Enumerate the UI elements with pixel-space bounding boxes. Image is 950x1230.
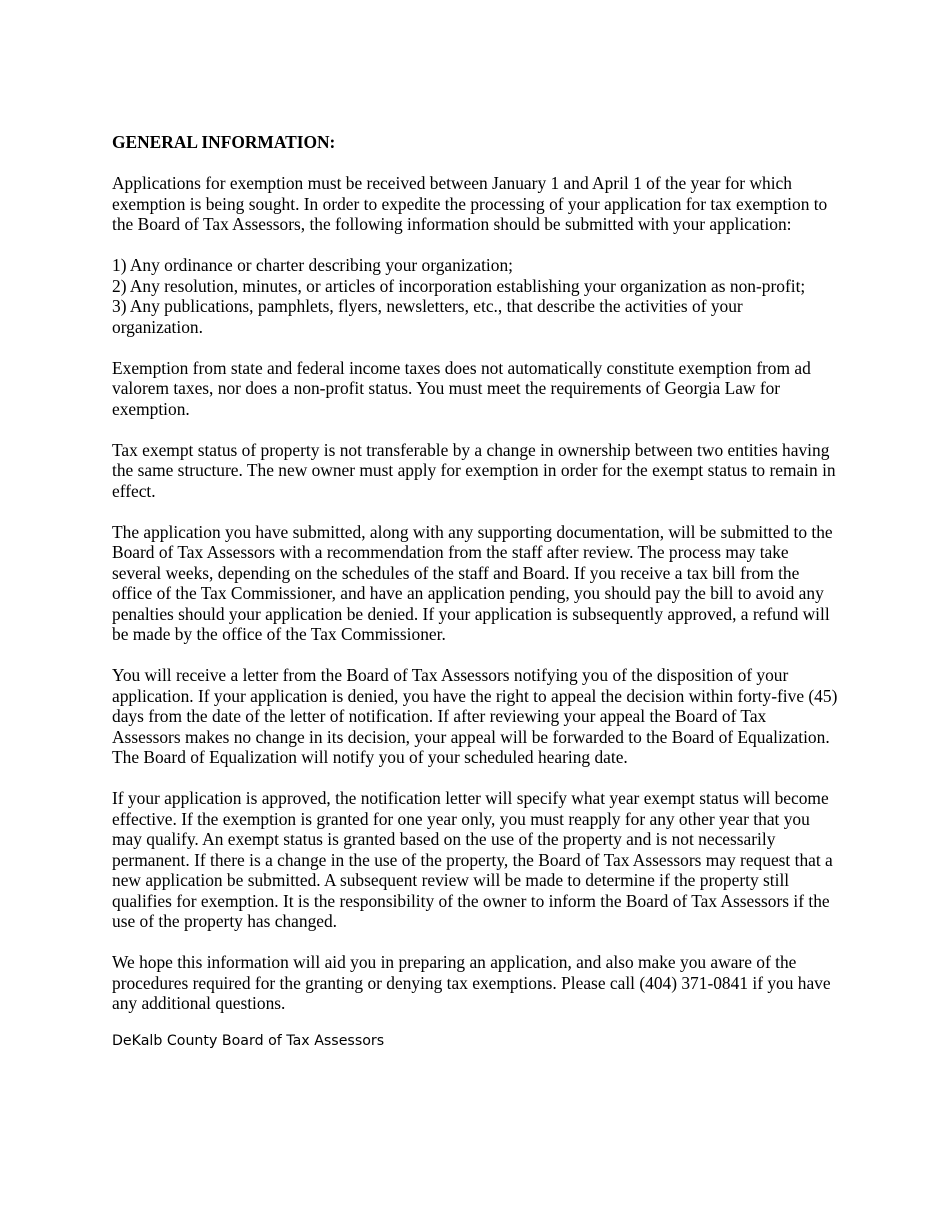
paragraph-review-process: The application you have submitted, along with any supporting documentation, will be submitted to the Board of Tax Assessors with a recommendation from the staff after review. The process may take several weeks, depending on the schedules of the staff and Board. If you receive a tax bill from the office of the Tax Commissioner, and have an application pending, you should pay the bill to avoid any penalties should your application be denied. If your application is subsequently approved, a refund will be made by the office of the Tax Commissioner. xyxy=(112,521,833,644)
requirement-item-3: 3) Any publications, pamphlets, flyers, newsletters, etc., that describe the activities of your organization. xyxy=(112,296,743,337)
signature-line: DeKalb County Board of Tax Assessors xyxy=(112,1032,385,1049)
document-page xyxy=(112,131,838,1051)
paragraph-approval: If your application is approved, the notification letter will specify what year exempt status will become effective. If the exemption is granted for one year only, you must reapply for any other year that you may qualify. An exempt status is granted based on the use of the property and is not necessarily permanent. If there is a change in the use of the property, the Board of Tax Assessors may request that a new application be submitted. A subsequent review will be made to determine if the property still qualifies for exemption. It is the responsibility of the owner to inform the Board of Tax Assessors if the use of the property has changed. xyxy=(112,788,833,931)
section-heading: GENERAL INFORMATION: xyxy=(112,132,336,152)
requirement-item-2: 2) Any resolution, minutes, or articles of incorporation establishing your organization as non-profit; xyxy=(112,275,806,296)
paragraph-appeal: You will receive a letter from the Board of Tax Assessors notifying you of the disposition of your application. If your application is denied, you have the right to appeal the decision within forty-five (45) days from the date of the letter of notification. If after reviewing your appeal the Board of Tax Assessors makes no change in its decision, your appeal will be forwarded to the Board of Equalization. The Board of Equalization will notify you of your scheduled hearing date. xyxy=(112,665,838,767)
paragraph-income-tax: Exemption from state and federal income taxes does not automatically constitute exemption from ad valorem taxes, nor does a non-profit status. You must meet the requirements of Georgia Law for exemption. xyxy=(112,357,811,419)
intro-paragraph: Applications for exemption must be received between January 1 and April 1 of the year for which exemption is being sought. In order to expedite the processing of your application for tax exemption to the Board of Tax Assessors, the following information should be submitted with your application: xyxy=(112,173,828,234)
requirement-item-1: 1) Any ordinance or charter describing your organization; xyxy=(112,255,513,275)
paragraph-contact: We hope this information will aid you in preparing an application, and also make you aware of the procedures required for the granting or denying tax exemptions. Please call (404) 371-0841 if you have any additional questions. xyxy=(112,952,831,1013)
requirements-list xyxy=(112,255,838,337)
paragraph-transferability: Tax exempt status of property is not transferable by a change in ownership between two entities having the same structure. The new owner must apply for exemption in order for the exempt status to remain in effect. xyxy=(112,439,836,501)
